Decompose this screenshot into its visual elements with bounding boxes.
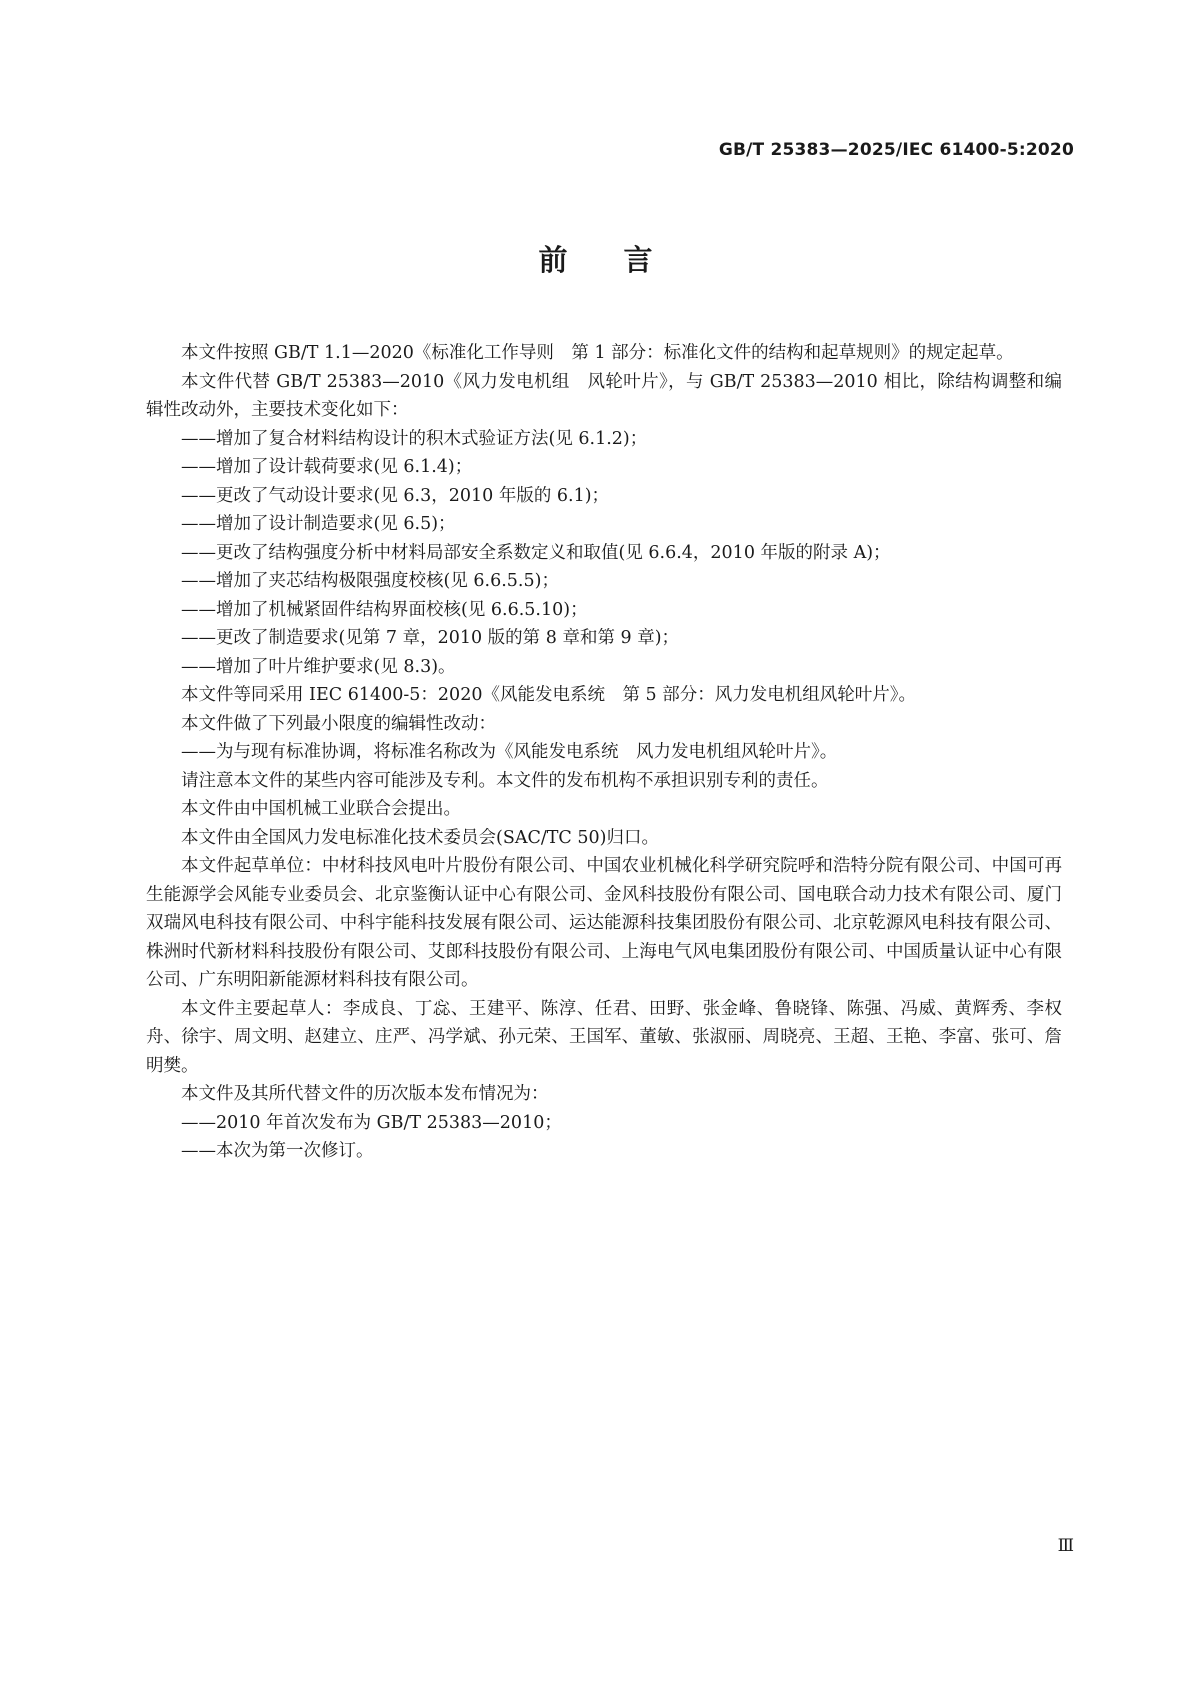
paragraph: 本文件等同采用 IEC 61400-5：2020《风能发电系统 第 5 部分：风力发电机组风轮叶片》。 <box>181 685 916 705</box>
list-item: ——更改了制造要求(见第 7 章，2010 版的第 8 章和第 9 章)； <box>181 628 680 648</box>
foreword-body <box>146 339 1062 1166</box>
list-item: ——更改了结构强度分析中材料局部安全系数定义和取值(见 6.6.4，2010 年版的附录 A)； <box>181 542 891 563</box>
list-item: ——增加了夹芯结构极限强度校核(见 6.6.5.5)； <box>181 571 559 591</box>
paragraph: 本文件主要起草人：李成良、丁惢、王建平、陈淳、任君、田野、张金峰、鲁晓锋、陈强、冯威、黄辉秀、李权舟、徐宇、周文明、赵建立、庄严、冯学斌、孙元荣、王国军、董敏、张淑丽、周晓亮、王超、王艳、李富、张可、詹明樊。 <box>146 998 1062 1076</box>
paragraph: 本文件按照 GB/T 1.1—2020《标准化工作导则 第 1 部分：标准化文件的结构和起草规则》的规定起草。 <box>181 343 1014 363</box>
paragraph: 本文件起草单位：中材科技风电叶片股份有限公司、中国农业机械化科学研究院呼和浩特分院有限公司、中国可再生能源学会风能专业委员会、北京鉴衡认证中心有限公司、金风科技股份有限公司、国电联合动力技术有限公司、厦门双瑞风电科技有限公司、中科宇能科技发展有限公司、运达能源科技集团股份有限公司、北京乾源风电科技有限公司、株洲时代新材料科技股份有限公司、艾郎科技股份有限公司、上海电气风电集团股份有限公司、中国质量认证中心有限公司、广东明阳新能源材料科技有限公司。 <box>146 856 1062 990</box>
standard-number: GB/T 25383—2025/IEC 61400-5:2020 <box>718 140 1074 160</box>
paragraph: 请注意本文件的某些内容可能涉及专利。本文件的发布机构不承担识别专利的责任。 <box>181 770 829 791</box>
list-item: ——增加了复合材料结构设计的积木式验证方法(见 6.1.2)； <box>181 428 648 449</box>
paragraph: 本文件由全国风力发电标准化技术委员会(SAC/TC 50)归口。 <box>181 827 659 848</box>
list-item: ——为与现有标准协调，将标准名称改为《风能发电系统 风力发电机组风轮叶片》。 <box>181 742 838 762</box>
list-item: ——更改了气动设计要求(见 6.3，2010 年版的 6.1)； <box>181 485 610 506</box>
list-item: ——增加了机械紧固件结构界面校核(见 6.6.5.10)； <box>181 599 588 620</box>
page-number: Ⅲ <box>1057 1536 1074 1556</box>
list-item: ——增加了设计制造要求(见 6.5)； <box>181 514 456 534</box>
paragraph: 本文件做了下列最小限度的编辑性改动： <box>181 713 496 734</box>
page-title: 前言 <box>538 243 709 277</box>
paragraph: 本文件由中国机械工业联合会提出。 <box>181 799 461 819</box>
paragraph: 本文件及其所代替文件的历次版本发布情况为： <box>181 1084 549 1104</box>
list-item: ——增加了叶片维护要求(见 8.3)。 <box>181 656 456 677</box>
paragraph: 本文件代替 GB/T 25383—2010《风力发电机组 风轮叶片》，与 GB/T 25383—2010 相比，除结构调整和编辑性改动外，主要技术变化如下： <box>146 371 1062 420</box>
list-item: ——本次为第一次修订。 <box>181 1141 374 1161</box>
list-item: ——增加了设计载荷要求(见 6.1.4)； <box>181 457 473 477</box>
list-item: ——2010 年首次发布为 GB/T 25383—2010； <box>181 1112 562 1133</box>
